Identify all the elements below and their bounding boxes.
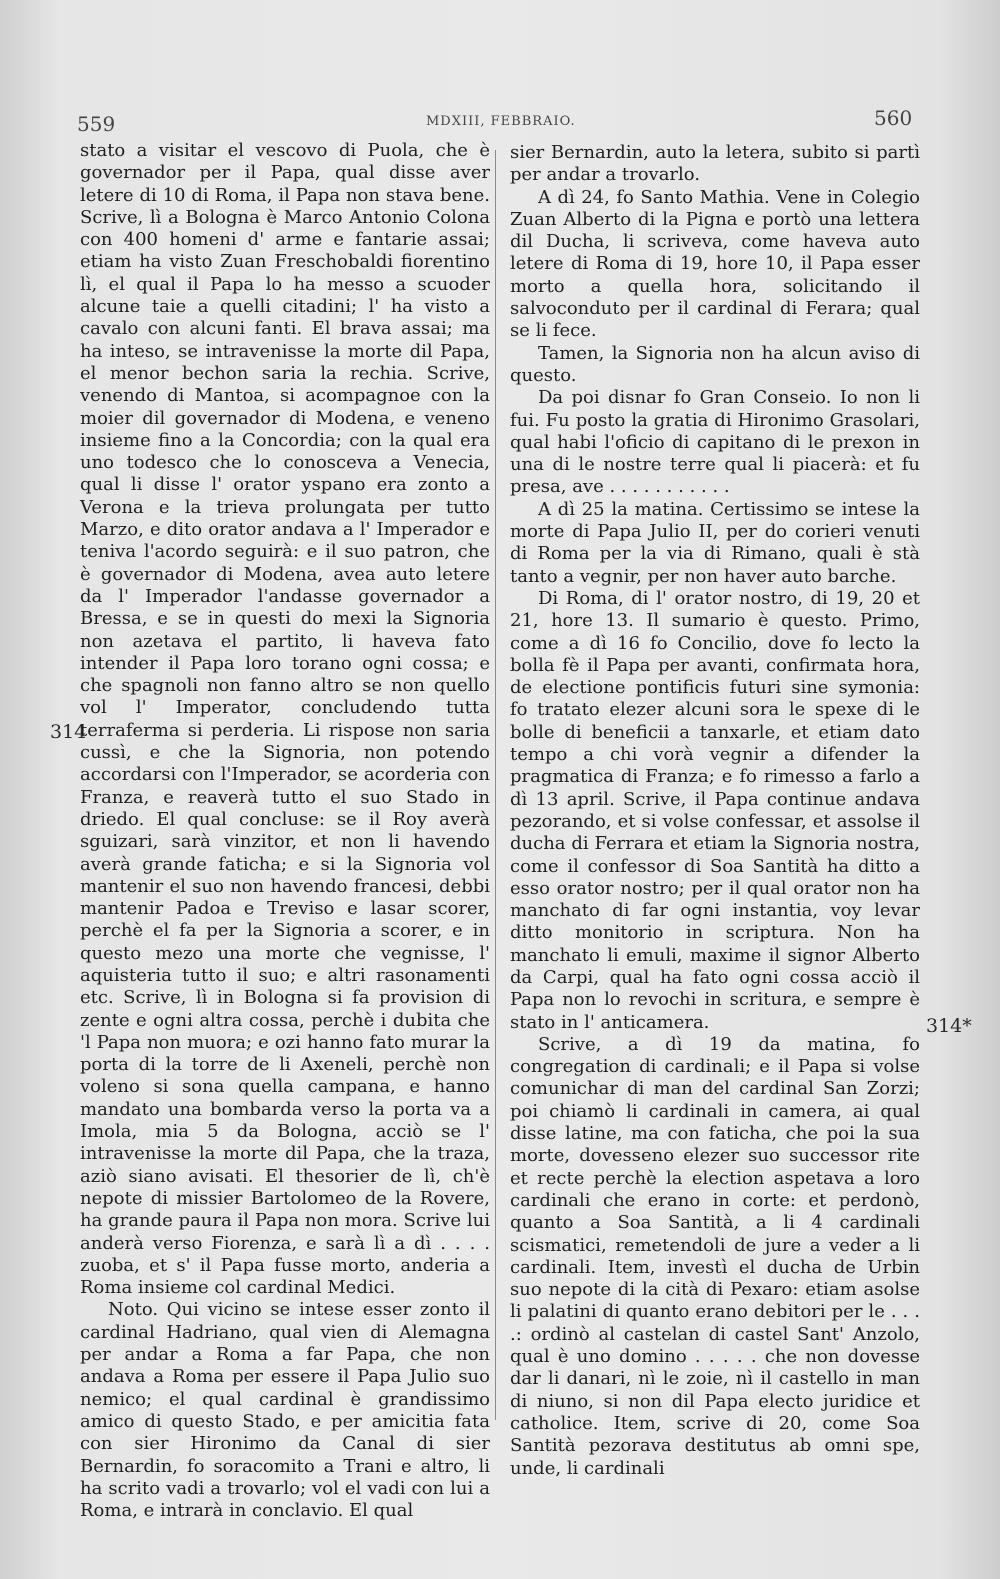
- running-header: [0, 106, 1000, 138]
- page-number-left: 559: [77, 112, 116, 136]
- paragraph: Scrive, a dì 19 da matina, fo congregation di cardinali; e il Papa si volse comunichar di man del cardinal San Zorzi; poi chiamò li cardinali in camera, ai qual disse latine, ma con faticha, che poi la sua morte, dovesseno elezer suo successor rite et recte perchè la election aspetava a loro cardinali che erano in corte: et perdonò, quanto a Soa Santità, a li 4 cardinali scismatici, remetendoli de jure a veder a li cardinali. Item, investì el ducha de Urbin suo nepote di la cità di Pexaro: etiam asolse li palatini di quanto erano debitori per le . . . .: ordinò al castelan di castel Sant' Anzolo, qual è uno domino . . . . . che non dovesse dar li danari, nì le zoie, nì il castello in man di niuno, si non dil Papa electo juridice et catholice. Item, scrive di 20, come Soa Santità pezorava destitutus ab omni spe, unde, li cardinali: [510, 1033, 920, 1479]
- running-head-title: MDXIII, FEBBRAIO.: [426, 114, 576, 129]
- page-number-right: 560: [874, 106, 913, 130]
- paragraph: A dì 24, fo Santo Mathia. Vene in Colegio Zuan Alberto di la Pigna e portò una lettera dil Ducha, li scriveva, come haveva auto letere di Roma di 19, hore 10, il Papa esser morto a quella hora, solicitando il salvoconduto per il cardinal di Ferara; qual se li fece.: [510, 186, 920, 342]
- paragraph: Tamen, la Signoria non ha alcun aviso di questo.: [510, 342, 920, 386]
- paragraph: Noto. Qui vicino se intese esser zonto il cardinal Hadriano, qual vien di Alemagna per andar a Roma a far Papa, che non andava a Roma per essere il Papa Julio suo nemico; el qual cardinal è grandissimo amico di questo Stado, e per amicitia fata con sier Hironimo da Canal di sier Bernardin, fo soracomito a Trani e altro, li ha scrito vadi a trovarlo; vol el vadi con lui a Roma, e intrarà in conclavio. El qual: [80, 1299, 490, 1522]
- paragraph: Da poi disnar fo Gran Conseio. Io non li fui. Fu posto la gratia di Hironimo Grasolari, qual habi l'oficio di capitano di le prexon in una di le nostre terre qual li piacerà: et fu presa, ave . . . . . . . . . . .: [510, 387, 920, 498]
- left-column: [80, 140, 490, 1522]
- right-column: [510, 142, 920, 1480]
- column-divider: [495, 150, 496, 1420]
- paragraph: stato a visitar el vescovo di Puola, che è governador per il Papa, qual disse aver letere di 10 di Roma, il Papa non stava bene. Scrive, lì a Bologna è Marco Antonio Colona con 400 homeni d' arme e fantarie assai; etiam ha visto Zuan Freschobaldi fiorentino lì, el qual il Papa lo ha messo a scuoder alcune taie a quelli citadini; l' ha visto a cavalo con alcuni fanti. El brava assai; ma ha inteso, se intravenisse la morte dil Papa, el menor bechon saria la rechia. Scrive, venendo di Mantoa, si acompagnoe con la moier dil governador di Modena, e veneno insieme fino a la Concordia; con la qual era uno todesco che lo conosceva a Venecia, qual li disse l' orator yspano era zonto a Verona e la trieva prolungata per tutto Marzo, e dito orator andava a l' Imperador e teniva l'acordo seguirà: e il suo patron, che è governador di Modena, avea auto letere da l' Imperador l'andasse governador a Bressa, e se in questi do mexi la Signoria non azetava el partito, li haveva fato intender il Papa loro torano ogni cossa; e che spagnoli non fanno altro se non quello vol l' Imperator, concludendo tutta terraferma si perderia. Li rispose non saria cussì, e che la Signoria, non potendo accordarsi con l'Imperador, se acorderia con Franza, e reaverà tutto el suo Stado in driedo. El qual concluse: se il Roy averà sguizari, sarà vinzitor, et non li havendo averà grande faticha; e si la Signoria vol mantenir el suo non havendo francesi, debbi mantenir Padoa e Treviso e lasar scorer, perchè el fa per la Signoria a scorer, e in questo mezo una morte che vegnisse, l' aquisteria tutto il suo; e altri rasonamenti etc. Scrive, lì in Bologna si fa provision di zente e ogni altra cossa, perchè i dubita che 'l Papa non muora; e ozi hanno fato murar la porta di la torre de li Axeneli, perchè non voleno si sona quella campana, e hanno mandato una bombarda verso la porta va a Imola, mia 5 da Bologna, acciò se l' intravenisse la morte dil Papa, che la traza, aziò siano avisati. El thesorier de lì, ch'è nepote di missier Bartolomeo de la Rovere, ha grande paura il Papa non mora. Scrive lui anderà verso Fiorenza, e sarà lì a dì . . . . zuoba, et s' il Papa fusse morto, anderia a Roma insieme col cardinal Medici.: [80, 140, 490, 1299]
- paragraph: A dì 25 la matina. Certissimo se intese la morte di Papa Julio II, per do corieri venuti di Roma per la via di Rimano, quali è stà tanto a vegnir, per non haver auto barche.: [510, 498, 920, 587]
- margin-note-left: 314: [50, 721, 87, 743]
- margin-note-right: 314*: [926, 1015, 972, 1037]
- paragraph: Di Roma, di l' orator nostro, di 19, 20 et 21, hore 13. Il sumario è questo. Primo, come a dì 16 fo Concilio, dove fo lecto la bolla fè il Papa per avanti, confirmata hora, de electione pontificis futuri sine symonia: fo tratato elezer alcuni sora le spexe di le bolle di beneficii a tanxarle, et etiam dato tempo a chi vorà vegnir a difender la pragmatica di Franza; e fo rimesso a farlo a dì 13 april. Scrive, il Papa continue andava pezorando, et si volse confessar, et assolse il ducha di Ferrara et etiam la Signoria nostra, come il confessor di Soa Santità ha ditto a esso orator nostro; per il qual orator non ha manchato di far ogni instantia, voy levar ditto monitorio in scriptura. Non ha manchato li emuli, maxime il signor Alberto da Carpi, qual ha fato ogni cossa acciò il Papa non lo revochi in scritura, e sempre è stato in l' anticamera.: [510, 587, 920, 1033]
- paragraph: sier Bernardin, auto la letera, subito si partì per andar a trovarlo.: [510, 142, 920, 186]
